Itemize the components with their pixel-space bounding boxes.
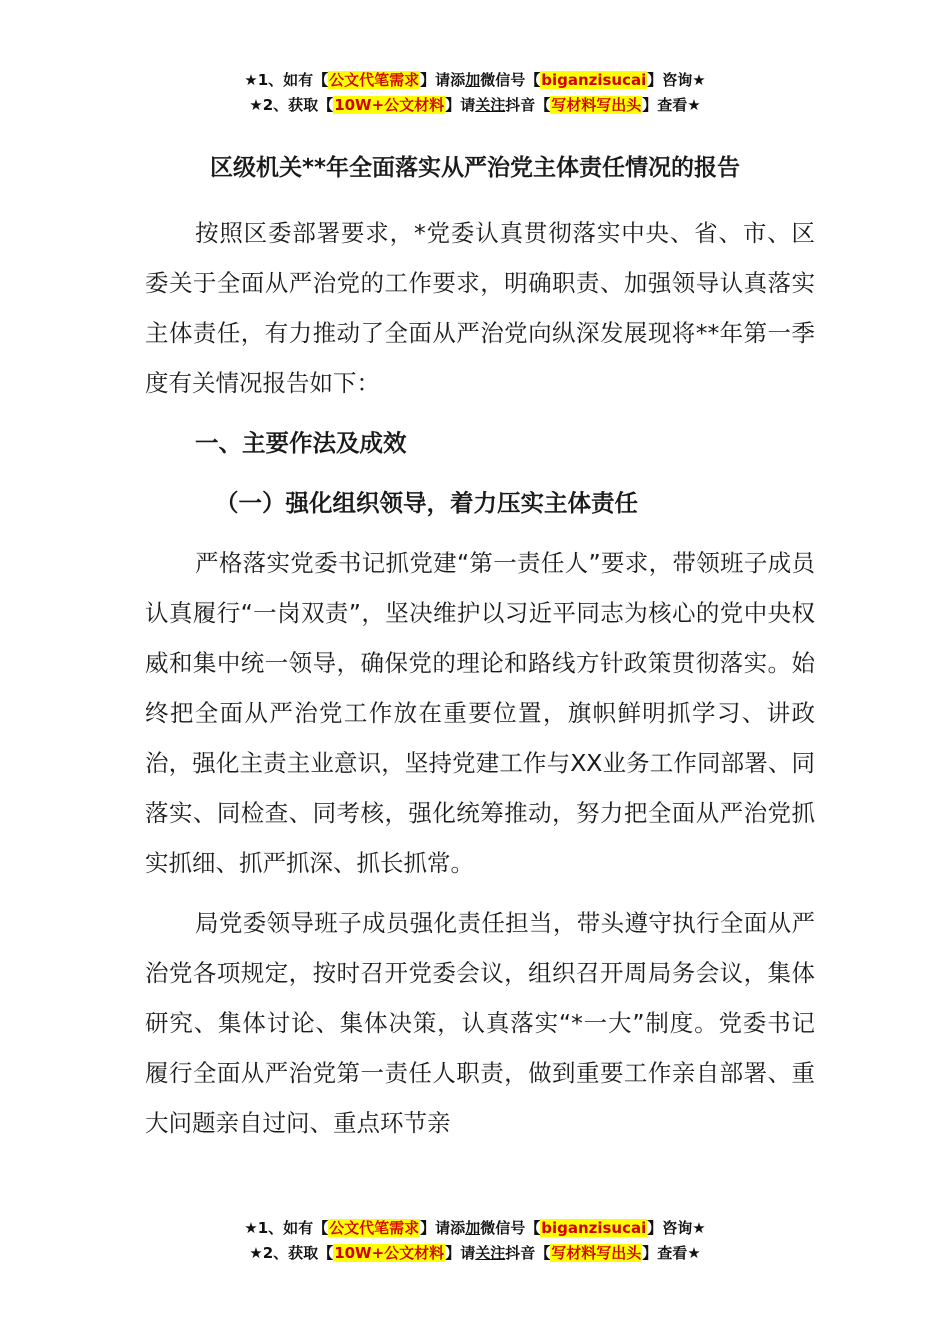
highlight-service: 公文代笔需求	[329, 1219, 420, 1237]
body-paragraph-2: 局党委领导班子成员强化责任担当，带头遵守执行全面从严治党各项规定，按时召开党委会议，组织召开周局务会议，集体研究、集体讨论、集体决策，认真落实“*一大”制度。党委书记履行全面从严治党第一责任人职责，做到重要工作亲自部署、重大问题亲自过问、重点环节亲	[145, 909, 815, 1137]
section-heading: 一、主要作法及成效	[195, 429, 407, 457]
body-paragraph-1: 严格落实党委书记抓党建“第一责任人”要求，带领班子成员认真履行“一岗双责”，坚决维护以习近平同志为核心的党中央权威和集中统一领导，确保党的理论和路线方针政策贯彻落实。始终把全面从严治党工作放在重要位置，旗帜鲜明抓学习、讲政治，强化主责主业意识，坚持党建工作与XX业务工作同部署、同落实、同检查、同考核，强化统筹推动，努力把全面从严治党抓实抓细、抓严抓深、抓长抓常。	[145, 549, 815, 877]
banner-line-1: ★1、如有【公文代笔需求】请添加微信号【biganzisucai】咨询★	[244, 1219, 706, 1237]
highlight-wechat-id: biganzisucai	[541, 71, 647, 89]
highlight-service: 公文代笔需求	[329, 71, 420, 89]
banner-line-2: ★2、获取【10W+公文材料】请关注抖音【写材料写出头】查看★	[249, 96, 701, 114]
highlight-douyin: 写材料写出头	[551, 96, 642, 114]
banner-line-2: ★2、获取【10W+公文材料】请关注抖音【写材料写出头】查看★	[249, 1244, 701, 1262]
highlight-douyin: 写材料写出头	[551, 1244, 642, 1262]
document-title: 区级机关**年全面落实从严治党主体责任情况的报告	[209, 155, 741, 181]
highlight-materials: 10W+公文材料	[334, 1244, 445, 1262]
highlight-materials: 10W+公文材料	[334, 96, 445, 114]
footer-banner	[0, 1216, 950, 1266]
banner-line-1: ★1、如有【公文代笔需求】请添加微信号【biganzisucai】咨询★	[244, 71, 706, 89]
highlight-wechat-id: biganzisucai	[541, 1219, 647, 1237]
intro-paragraph: 按照区委部署要求，*党委认真贯彻落实中央、省、市、区委关于全面从严治党的工作要求，明确职责、加强领导认真落实主体责任，有力推动了全面从严治党向纵深发展现将**年第一季度有关情况报告如下：	[145, 219, 815, 397]
header-banner	[0, 68, 950, 118]
document-body	[145, 208, 815, 1148]
subsection-heading: （一）强化组织领导，着力压实主体责任	[215, 489, 638, 517]
